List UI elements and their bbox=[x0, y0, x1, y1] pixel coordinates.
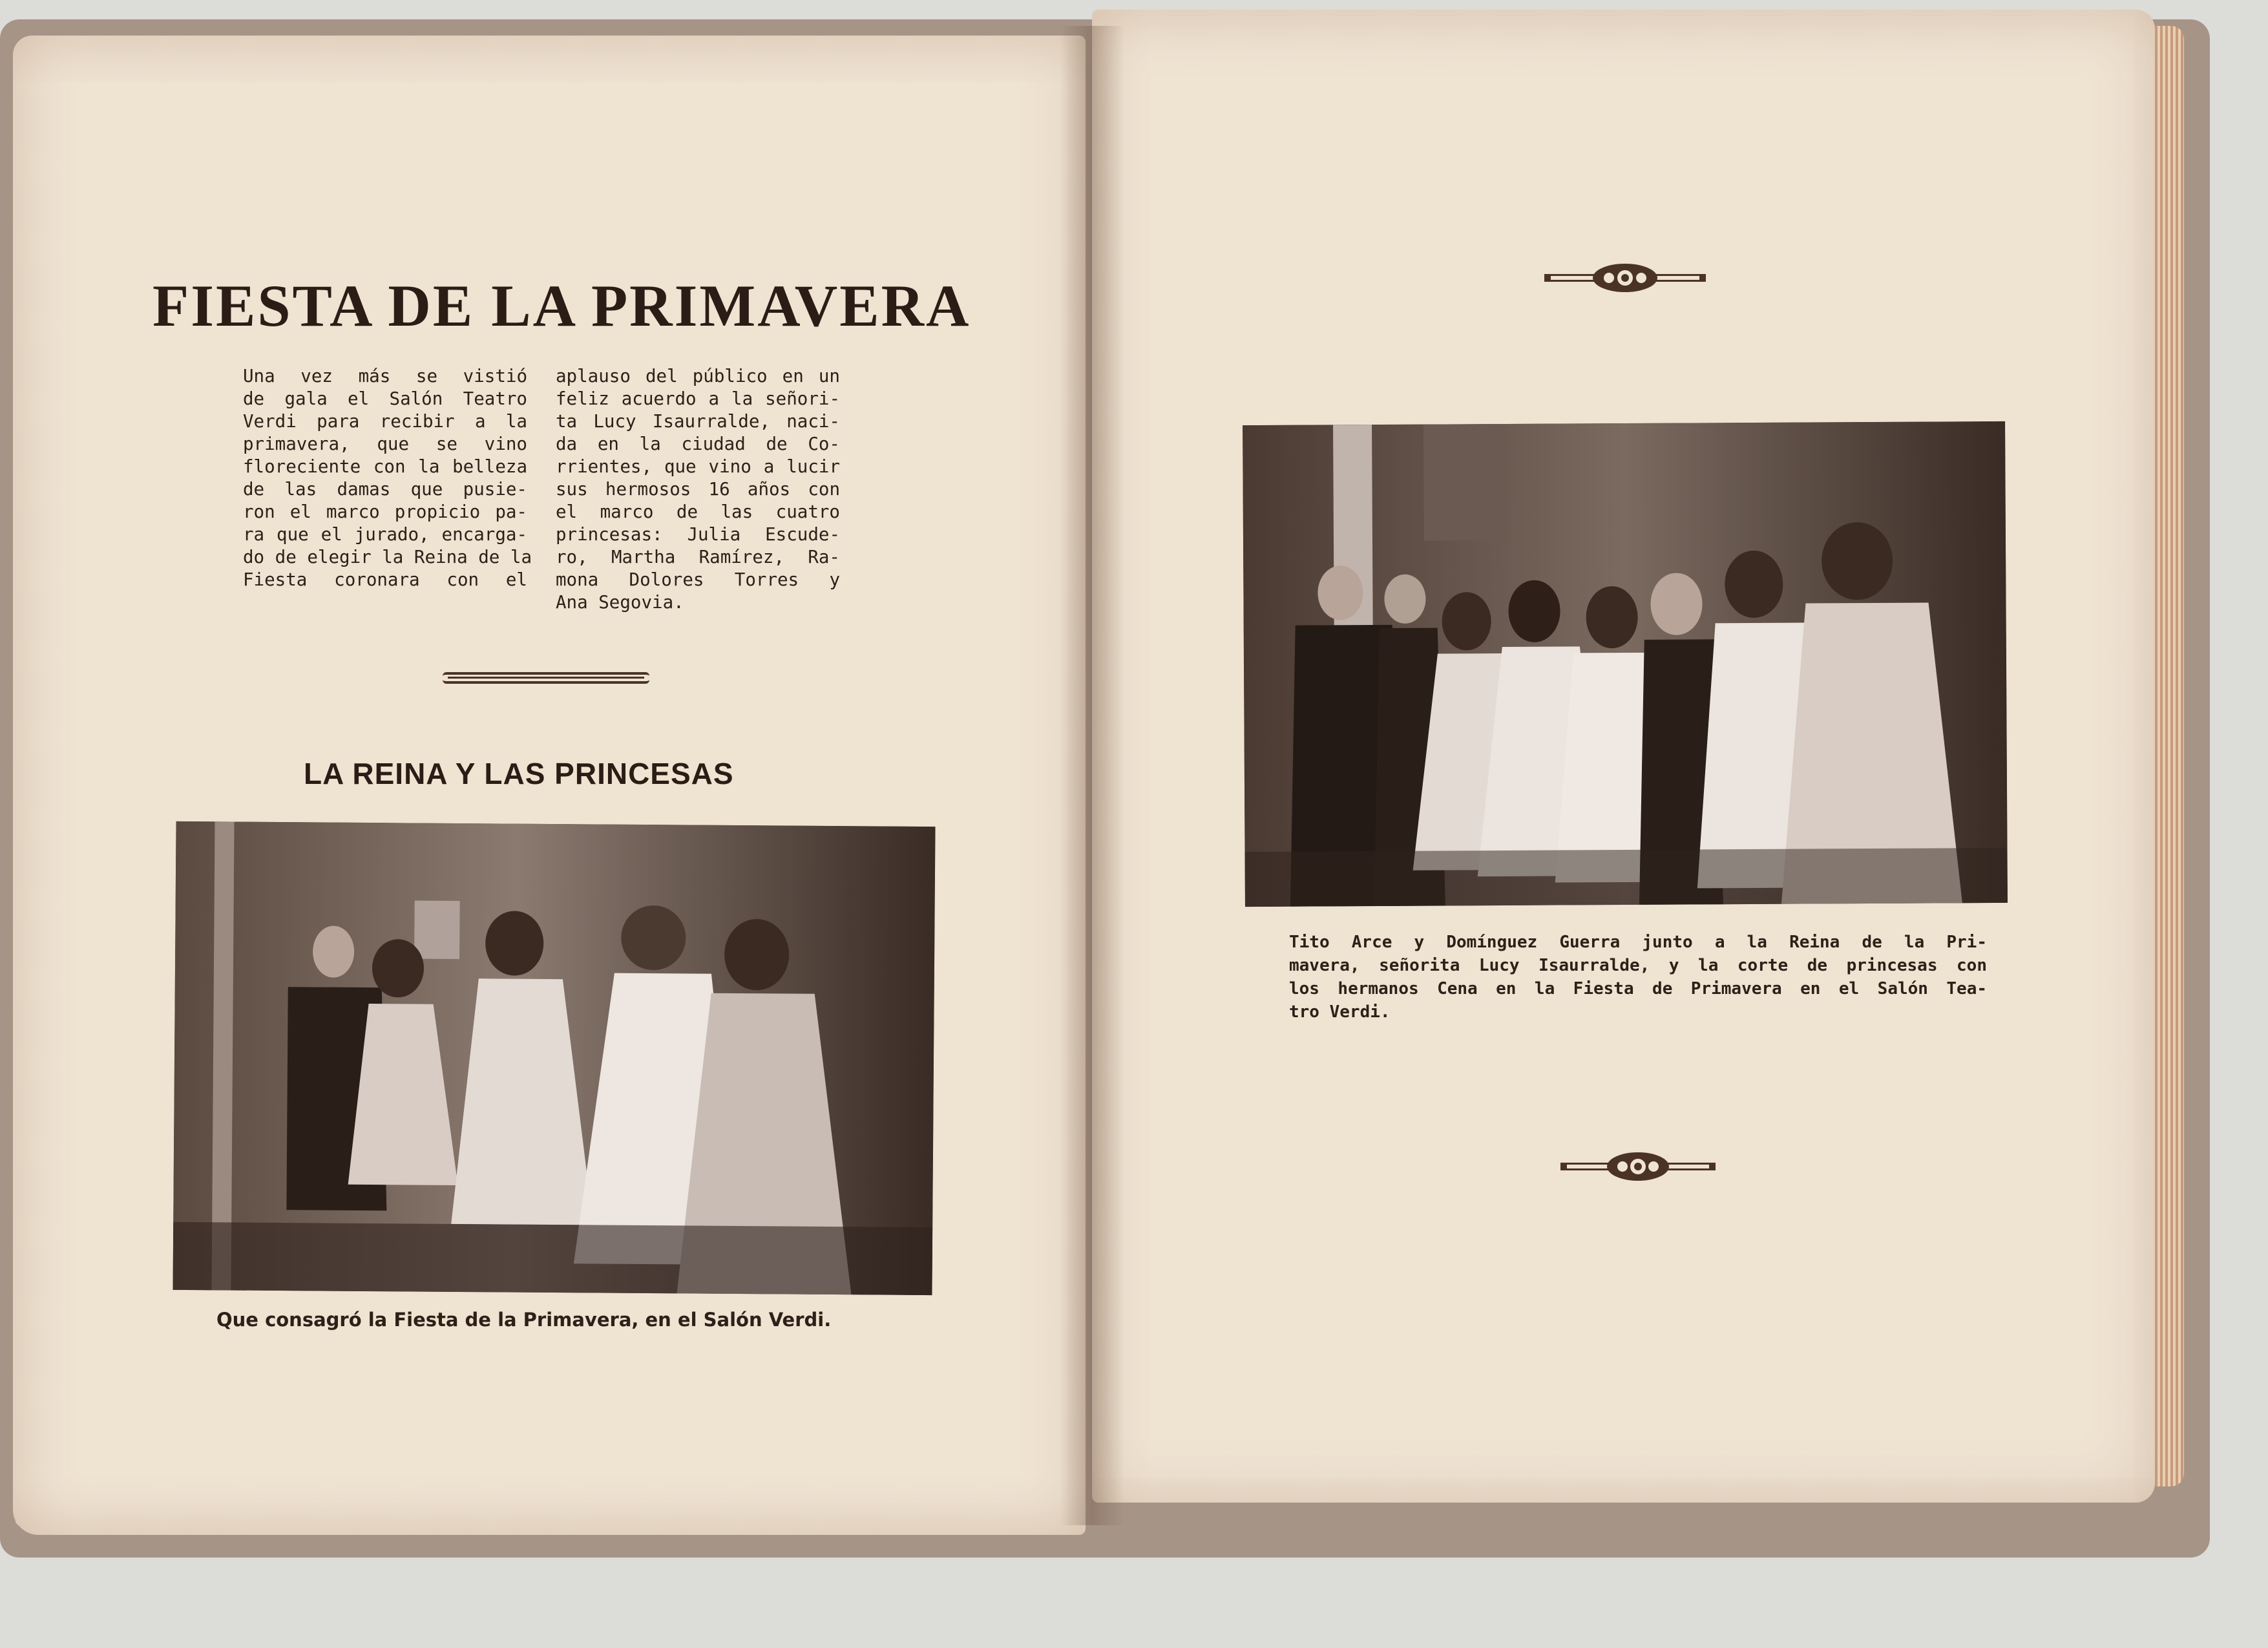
text-line: ron el marco propicio pa- bbox=[243, 502, 527, 522]
article-title: FIESTA DE LA PRIMAVERA bbox=[152, 273, 971, 339]
photo-caption-right bbox=[1289, 931, 1987, 1024]
text-line: da en la ciudad de Co- bbox=[556, 434, 840, 454]
caption-line: los hermanos Cena en la Fiesta de Primavera en el Salón Tea- bbox=[1289, 979, 1987, 998]
ornament-top bbox=[1544, 259, 1706, 297]
text-line: ro, Martha Ramírez, Ra- bbox=[556, 547, 840, 567]
text-line: de las damas que pusie- bbox=[243, 479, 527, 500]
text-line: princesas: Julia Escude- bbox=[556, 524, 840, 545]
text-line: primavera, que se vino bbox=[243, 434, 527, 454]
book-gutter bbox=[1060, 26, 1124, 1525]
text-line: mona Dolores Torres y bbox=[556, 569, 840, 590]
text-line: de gala el Salón Teatro bbox=[243, 388, 527, 409]
text-line: do de elegir la Reina de la bbox=[243, 547, 532, 567]
text-line: sus hermosos 16 años con bbox=[556, 479, 840, 500]
photo-image bbox=[173, 821, 935, 1295]
text-line: aplauso del público en un bbox=[556, 366, 840, 386]
photo-caption-left: Que consagró la Fiesta de la Primavera, en el Salón Verdi. bbox=[216, 1309, 832, 1331]
text-line: feliz acuerdo a la señori- bbox=[556, 388, 840, 409]
caption-line: mavera, señorita Lucy Isaurralde, y la corte de princesas con bbox=[1289, 956, 1987, 975]
intro-column-1 bbox=[243, 365, 532, 591]
text-line: el marco de las cuatro bbox=[556, 502, 840, 522]
photo-court-of-princesses bbox=[1243, 421, 2008, 907]
page-edges-right bbox=[2155, 26, 2184, 1486]
photo-image bbox=[1243, 421, 2008, 907]
ornament-bottom bbox=[1560, 1147, 1716, 1186]
text-line: Ana Segovia. bbox=[556, 592, 684, 613]
intro-column-2 bbox=[556, 365, 840, 614]
caption-line: Tito Arce y Domínguez Guerra junto a la Reina de la Pri- bbox=[1289, 933, 1987, 952]
text-line: ta Lucy Isaurralde, naci- bbox=[556, 411, 840, 432]
caption-line: tro Verdi. bbox=[1289, 1002, 1391, 1022]
text-line: Fiesta coronara con el bbox=[243, 569, 527, 590]
text-line: ra que el jurado, encarga- bbox=[243, 524, 527, 545]
section-divider bbox=[443, 672, 649, 684]
text-line: floreciente con la belleza bbox=[243, 456, 527, 477]
text-line: Verdi para recibir a la bbox=[243, 411, 527, 432]
section-subtitle: LA REINA Y LAS PRINCESAS bbox=[304, 757, 734, 790]
text-line: Una vez más se vistió bbox=[243, 366, 527, 386]
text-line: rrientes, que vino a lucir bbox=[556, 456, 840, 477]
photo-queen-and-princesses bbox=[173, 821, 935, 1295]
